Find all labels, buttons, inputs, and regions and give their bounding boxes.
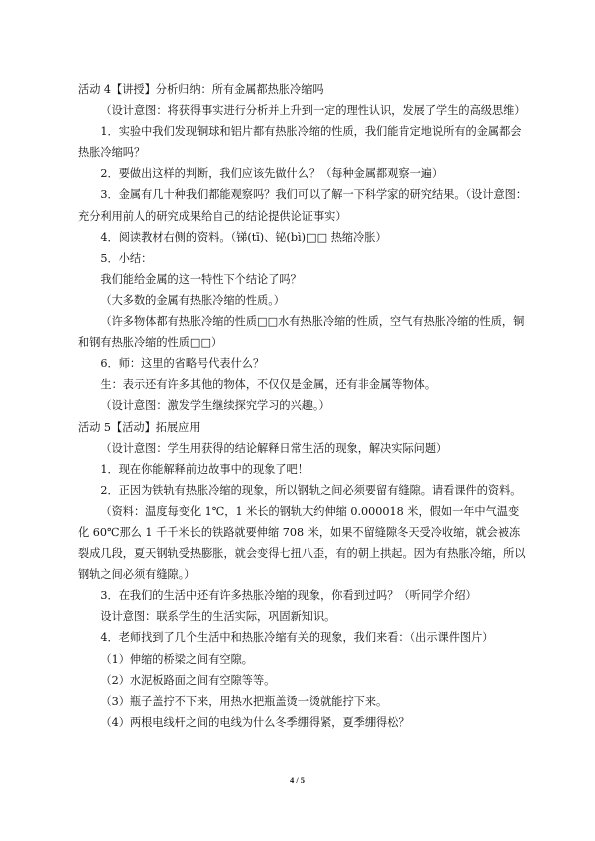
student-answer-paragraph: 生：表示还有许多其他的物体，不仅仅是金属，还有非金属等物体。 xyxy=(100,378,437,392)
summary-label: 5．小结： xyxy=(100,251,153,265)
question-paragraph: 2．要做出这样的判断，我们应该先做什么？（每种金属都观察一遍） xyxy=(100,167,444,181)
design-intent-paragraph: 设计意图：联系学生的生活实际，巩固新知识。 xyxy=(100,610,336,624)
activity-4-heading: 活动 4【讲授】分析归纳：所有金属都热胀冷缩吗 xyxy=(78,83,324,96)
question-paragraph: 3．金属有几十种我们都能观察吗？我们可以了解一下科学家的研究结果。（设计意图：充分利用前人的研究成果给自己的结论提供论证事实） xyxy=(78,188,528,223)
example-list-item: （1）伸缩的桥梁之间有空隙。 xyxy=(100,652,253,666)
question-paragraph: 1．现在你能解释前边故事中的现象了吧！ xyxy=(100,462,309,476)
design-intent-paragraph: （设计意图：将获得事实进行分析并上升到一定的理性认识，发展了学生的高级思维） xyxy=(100,104,526,118)
question-paragraph: 4．老师找到了几个生活中和热胀冷缩有关的现象，我们来看：（出示课件图片） xyxy=(100,631,494,645)
design-intent-paragraph: （设计意图：激发学生继续探究学习的兴趣。） xyxy=(100,399,330,413)
example-list-item: （2）水泥板路面之间有空隙等等。 xyxy=(100,673,276,687)
reference-material-paragraph: （资料：温度每变化 1℃，1 米长的钢轨大约伸缩 0.000018 米，假如一年中气温变化 60℃那么 1 千千米长的铁路就要伸缩 708 米，如果不留缝隙冬天受冷收缩，就会被冻裂成几段，夏天钢轨受热膨胀，就会变得七扭八歪，有的朝上拱起。因为有热胀冷缩，所以钢轨之间必须有缝隙。） xyxy=(78,504,526,582)
page-number: 4 / 5 xyxy=(289,775,306,785)
summary-paragraph: （大多数的金属有热胀冷缩的性质。） xyxy=(100,293,285,307)
question-paragraph: 1．实验中我们发现铜球和铝片都有热胀冷缩的性质，我们能肯定地说所有的金属都会热胀冷缩吗？ xyxy=(78,125,522,160)
activity-5-heading: 活动 5【活动】拓展应用 xyxy=(78,420,201,434)
example-list-item: （4）两根电线杆之间的电线为什么冬季绷得紧，夏季绷得松？ xyxy=(100,715,410,729)
example-list-item: （3）瓶子盖拧不下来，用热水把瓶盖烫一烫就能拧下来。 xyxy=(100,694,388,708)
summary-paragraph: 我们能给金属的这一特性下个结论了吗？ xyxy=(100,272,302,286)
question-paragraph: 4．阅读教材右侧的资料。（锑(tī)、铋(bì)□□ 热缩冷胀） xyxy=(100,230,387,244)
question-paragraph: 6．师：这里的省略号代表什么？ xyxy=(100,357,265,371)
document-body xyxy=(78,79,530,733)
summary-paragraph: （许多物体都有热胀冷缩的性质□□水有热胀冷缩的性质，空气有热胀冷缩的性质，铜和钢有热胀冷缩的性质□□） xyxy=(78,315,525,350)
question-paragraph: 3．在我们的生活中还有许多热胀冷缩的现象，你看到过吗？（听同学介绍） xyxy=(100,589,477,603)
question-paragraph: 2．正因为铁轨有热胀冷缩的现象，所以钢轨之间必须要留有缝隙。请看课件的资料。 xyxy=(100,483,522,497)
design-intent-paragraph: （设计意图：学生用获得的结论解释日常生活的现象，解决实际问题） xyxy=(100,441,448,455)
